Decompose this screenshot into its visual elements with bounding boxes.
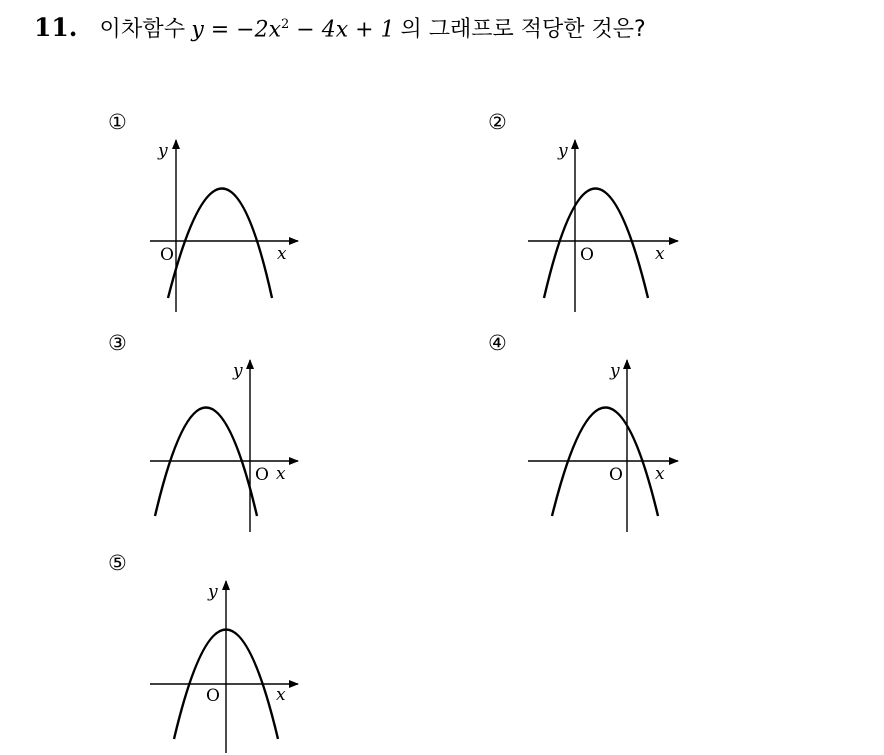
equation-exponent: 2 — [281, 16, 290, 32]
question-number: 11. — [34, 13, 78, 42]
x-axis-label: x — [655, 464, 665, 484]
choice-2-graph-svg — [520, 130, 690, 320]
choice-4-label[interactable]: ④ — [488, 331, 507, 355]
equation-main: y = −2x — [191, 17, 281, 42]
x-axis-label: x — [276, 464, 286, 484]
origin-label: O — [206, 686, 220, 706]
choice-4-graph-svg — [520, 350, 690, 540]
choice-4-graph[interactable] — [520, 350, 690, 540]
parabola-curve — [544, 189, 648, 299]
x-axis-label: x — [276, 685, 286, 705]
choice-2-graph[interactable] — [520, 130, 690, 320]
choice-5-label[interactable]: ⑤ — [108, 551, 127, 575]
y-axis-label: y — [158, 141, 168, 161]
y-axis-label: y — [558, 141, 568, 161]
origin-label: O — [580, 245, 594, 265]
choice-2-label[interactable]: ② — [488, 110, 507, 134]
question-text-before: 이차함수 — [99, 17, 186, 42]
y-axis-label: y — [208, 582, 218, 602]
y-axis-label: y — [610, 361, 620, 381]
parabola-curve — [168, 189, 272, 299]
equation-rest: − 4x + 1 — [289, 17, 395, 42]
y-axis-label: y — [233, 361, 243, 381]
origin-label: O — [255, 465, 269, 485]
origin-label: O — [160, 245, 174, 265]
choice-1-graph-svg — [140, 130, 310, 320]
choice-1-graph[interactable] — [140, 130, 310, 320]
choice-3-graph[interactable] — [140, 350, 310, 540]
x-axis-label: x — [277, 244, 287, 264]
choice-3-label[interactable]: ③ — [108, 331, 127, 355]
question-header — [34, 12, 646, 52]
parabola-curve — [552, 408, 658, 517]
choice-3-graph-svg — [140, 350, 310, 540]
origin-label: O — [609, 465, 623, 485]
question-equation — [191, 17, 394, 42]
choice-5-graph-svg — [140, 573, 310, 755]
question-text-after: 의 그래프로 적당한 것은? — [400, 17, 646, 42]
choice-1-label[interactable]: ① — [108, 110, 127, 134]
choice-5-graph[interactable] — [140, 573, 310, 755]
parabola-curve — [155, 408, 257, 517]
x-axis-label: x — [655, 244, 665, 264]
